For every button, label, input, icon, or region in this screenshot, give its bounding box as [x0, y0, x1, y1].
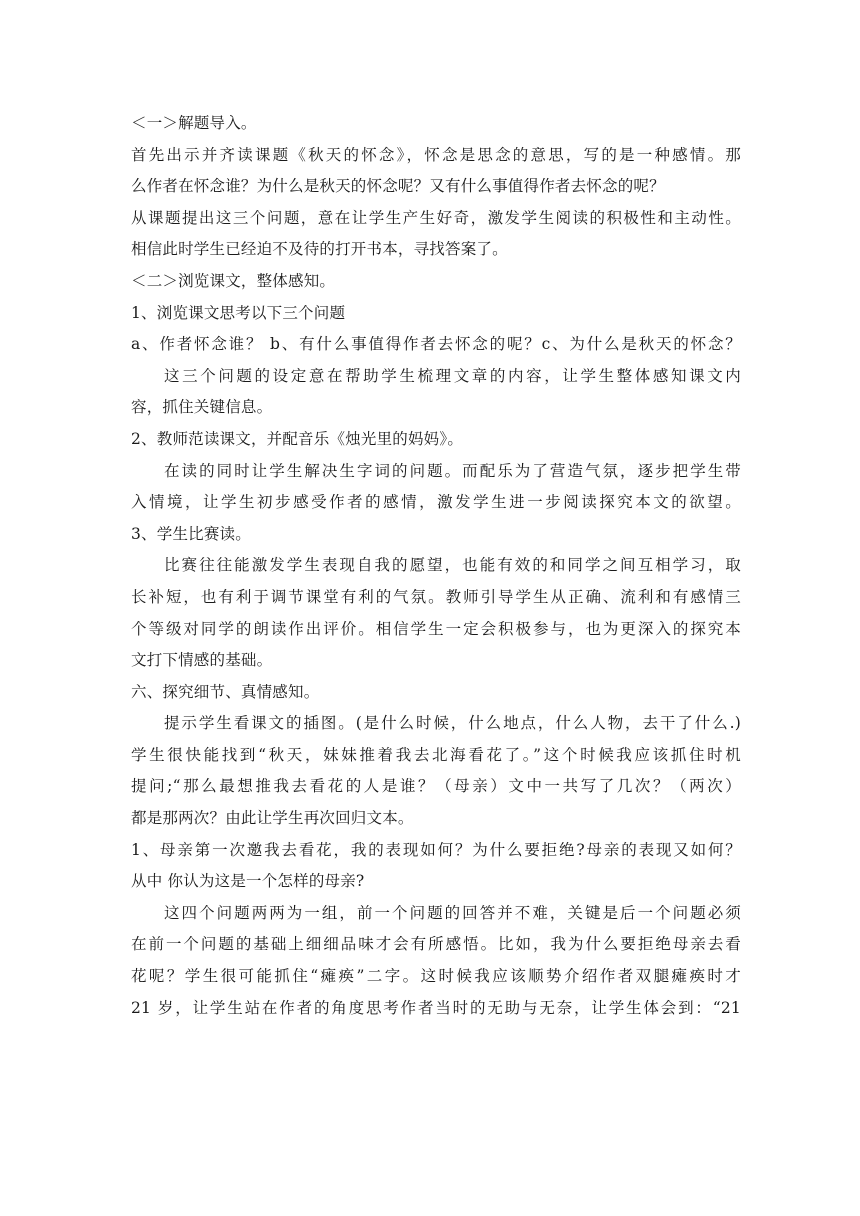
section-heading: ＜二＞浏览课文，整体感知。 — [131, 271, 336, 290]
section-heading: ＜一＞解题导入。 — [131, 114, 257, 132]
list-item: 1、浏览课文思考以下三个问题 — [131, 303, 346, 322]
list-item: 1、母亲第一次邀我去看花，我的表现如何？为什么要拒绝?母亲的表现又如何？ — [131, 840, 741, 859]
paragraph-line: 在前一个问题的基础上细细品味才会有所感悟。比如，我为什么要拒绝母亲去看 — [131, 935, 741, 954]
paragraph-line: 长补短，也有利于调节课堂有利的气氛。教师引导学生从正确、流利和有感情三 — [131, 587, 741, 606]
paragraph-line: 首先出示并齐读课题《秋天的怀念》，怀念是思念的意思，写的是一种感情。那 — [131, 145, 741, 164]
document-body — [131, 108, 741, 1024]
paragraph-line: 都是那两次？由此让学生再次回归文本。 — [131, 809, 414, 828]
paragraph-line: 在读的同时让学生解决生字词的问题。而配乐为了营造气氛，逐步把学生带 — [164, 461, 741, 480]
list-item: 2、教师范读课文，并配音乐《烛光里的妈妈》。 — [131, 429, 464, 448]
paragraph-line: 提示学生看课文的插图。(是什么时候，什么地点，什么人物，去干了什么.) — [164, 714, 741, 733]
paragraph-line: 这三个问题的设定意在帮助学生梳理文章的内容，让学生整体感知课文内 — [164, 366, 741, 385]
paragraph-line: 容，抓住关键信息。 — [131, 398, 273, 417]
paragraph-line: 么作者在怀念谁？为什么是秋天的怀念呢？又有什么事值得作者去怀念的呢？ — [131, 177, 665, 196]
paragraph-line: 从课题提出这三个问题，意在让学生产生好奇，激发学生阅读的积极性和主动性。 — [131, 208, 741, 227]
list-item: 3、学生比赛读。 — [131, 524, 251, 543]
paragraph-line: 文打下情感的基础。 — [131, 651, 273, 670]
paragraph-line: 提问;“那么最想推我去看花的人是谁？（母亲）文中一共写了几次？（两次） — [131, 777, 741, 796]
paragraph-line: 21 岁，让学生站在作者的角度思考作者当时的无助与无奈，让学生体会到：“21 — [131, 998, 741, 1017]
paragraph-line: 入情境，让学生初步感受作者的感情，激发学生进一步阅读探究本文的欲望。 — [131, 493, 741, 512]
paragraph-line: 学生很快能找到“秋天，妹妹推着我去北海看花了。”这个时候我应该抓住时机 — [131, 745, 741, 764]
paragraph-line: 从中 你认为这是一个怎样的母亲? — [131, 872, 365, 891]
paragraph-line: 花呢？学生很可能抓住“瘫痪”二字。这时候我应该顺势介绍作者双腿瘫痪时才 — [131, 967, 741, 986]
paragraph-line: 比赛往往能激发学生表现自我的愿望，也能有效的和同学之间互相学习，取 — [164, 556, 741, 575]
paragraph-line: 个等级对同学的朗读作出评价。相信学生一定会积极参与，也为更深入的探究本 — [131, 619, 741, 638]
paragraph-line: a、作者怀念谁？ b、有什么事值得作者去怀念的呢？c、为什么是秋天的怀念？ — [131, 335, 741, 354]
section-heading: 六、探究细节、真情感知。 — [131, 682, 320, 701]
paragraph-line: 相信此时学生已经迫不及待的打开书本，寻找答案了。 — [131, 240, 508, 259]
paragraph-line: 这四个问题两两为一组，前一个问题的回答并不难，关键是后一个问题必须 — [164, 903, 741, 922]
